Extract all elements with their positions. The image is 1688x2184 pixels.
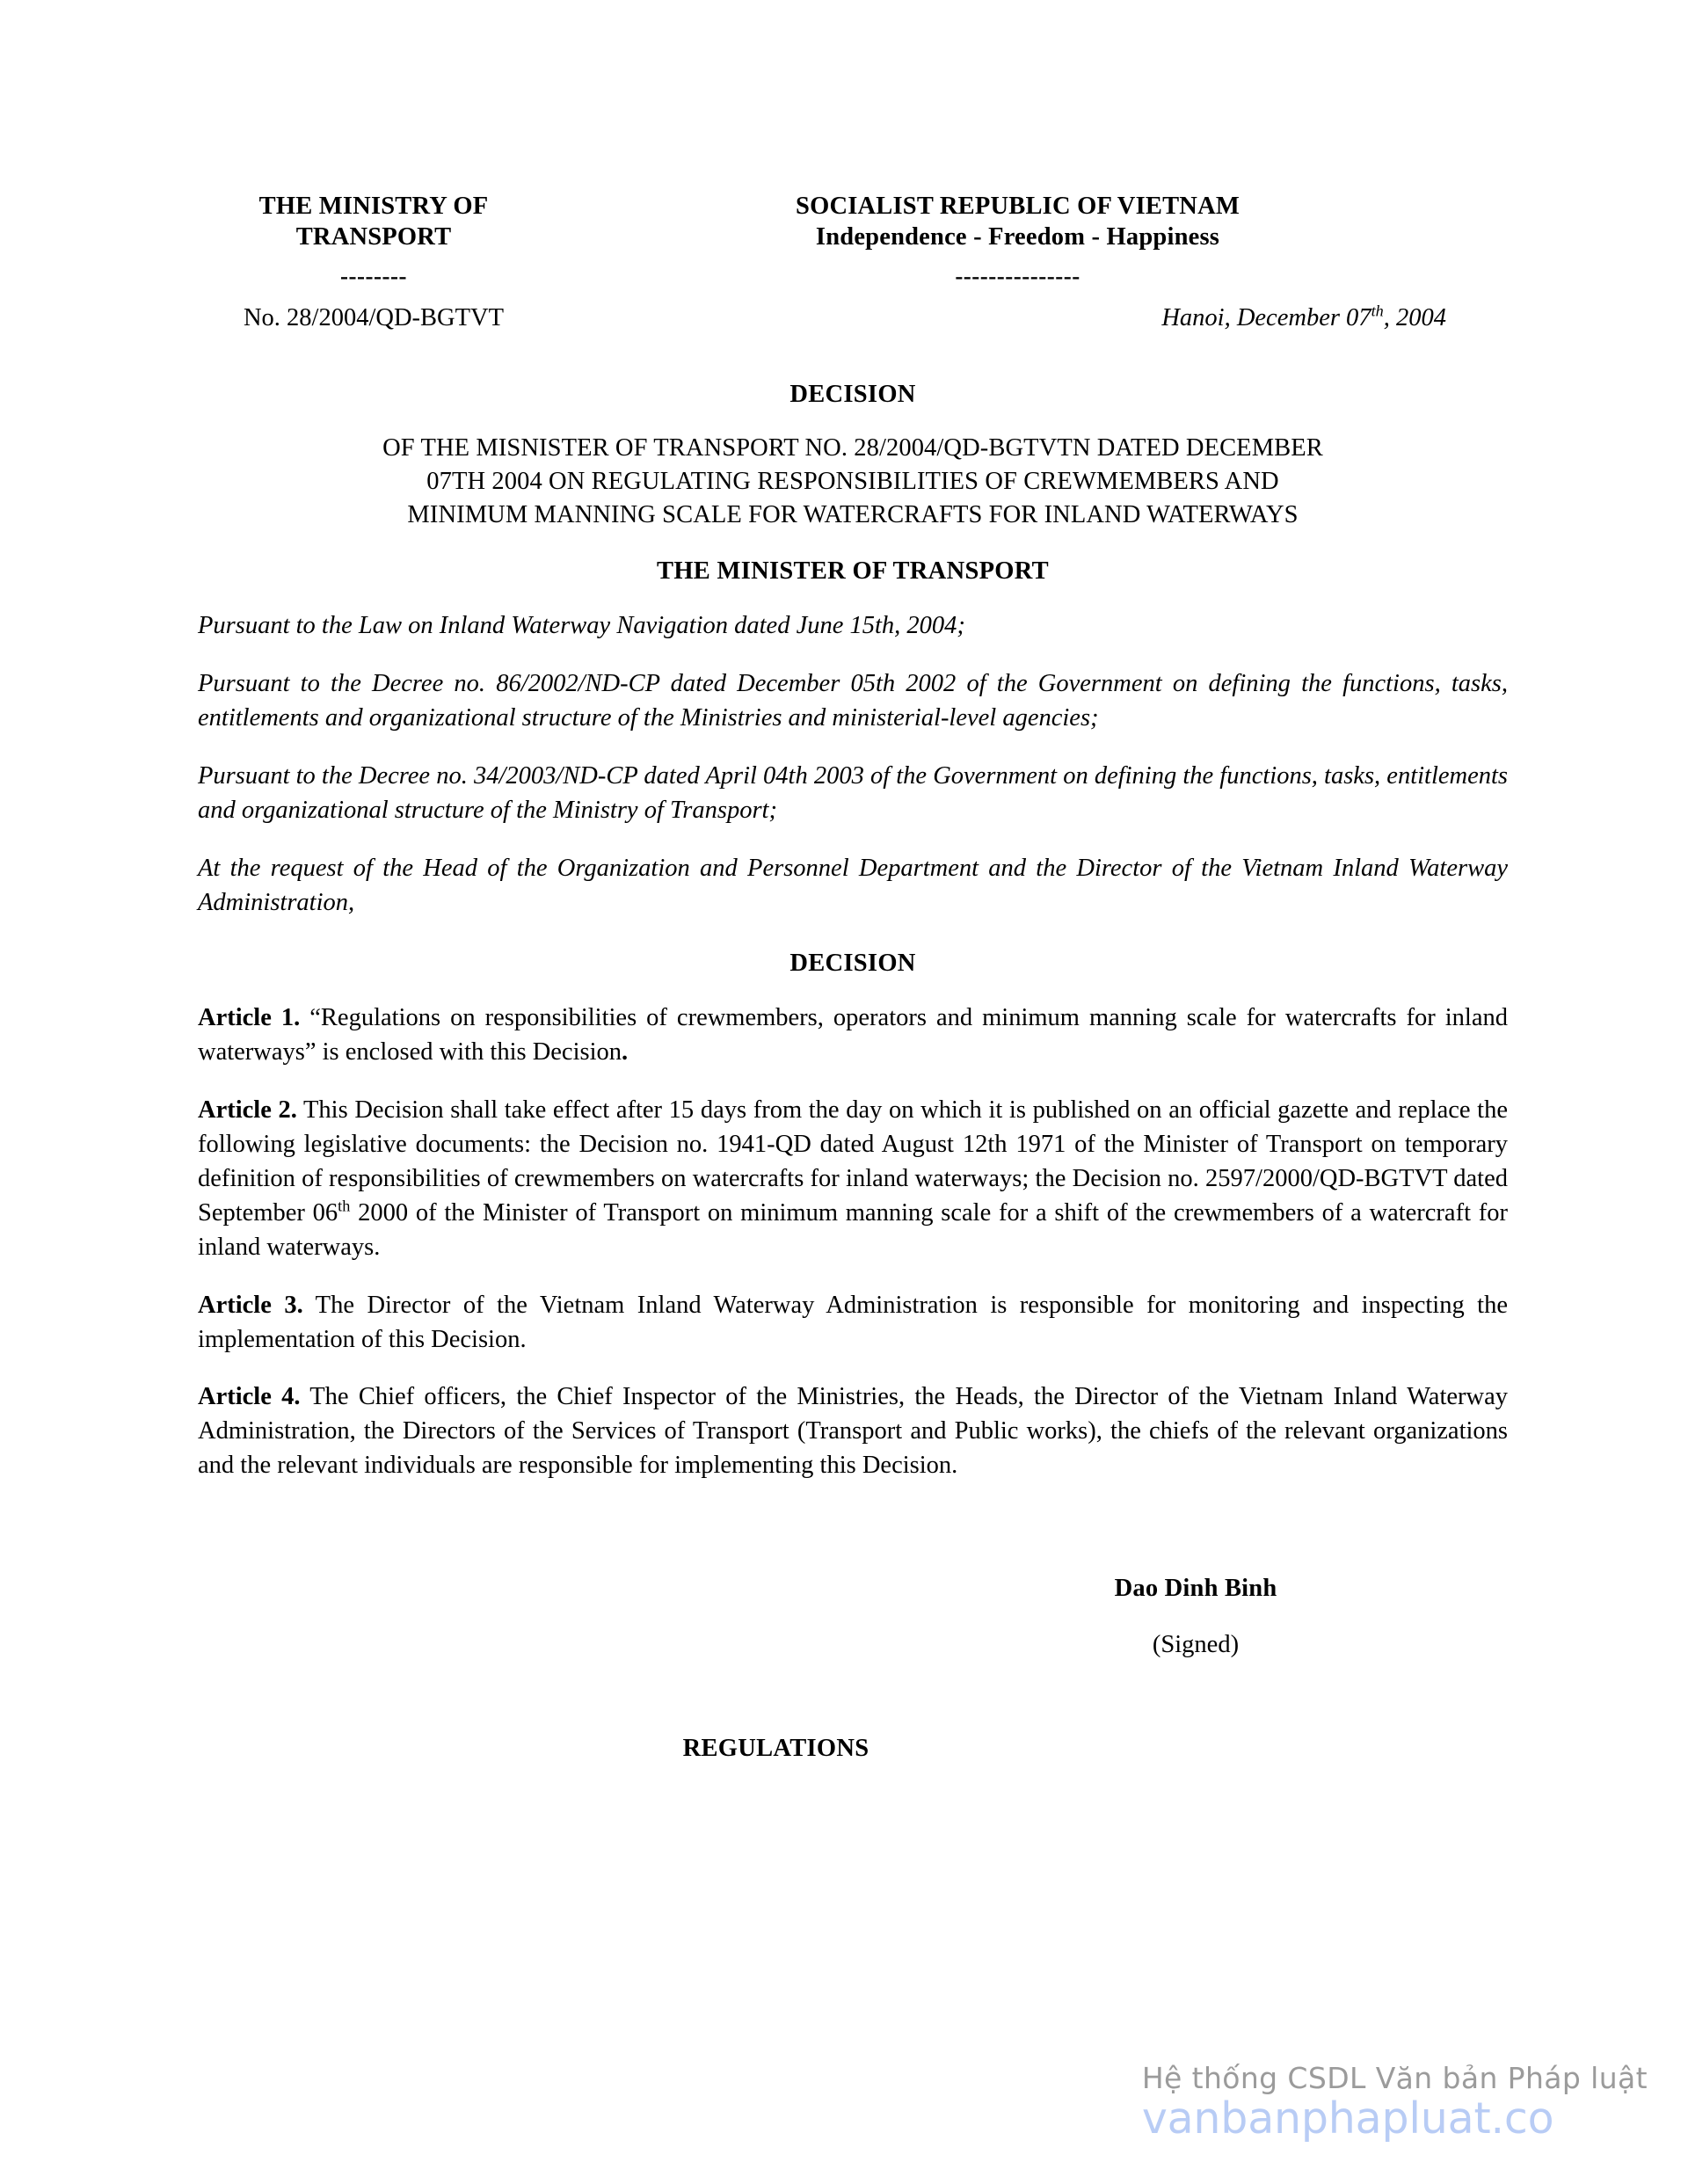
national-separator-dashes: --------------- — [955, 262, 1080, 289]
preamble-paragraph-3: Pursuant to the Decree no. 34/2003/ND-CP dated April 04th 2003 of the Government on defining the functions, tasks, entitlements and organizational structure of the Ministry of Transport; — [198, 761, 1509, 824]
document-title-line1: OF THE MISNISTER OF TRANSPORT NO. 28/2004/QD-BGTVTN DATED DECEMBER — [382, 434, 1323, 462]
place-and-date — [567, 303, 1468, 333]
article-2-paragraph — [198, 1094, 1508, 1264]
signatory-name: Dao Dinh Binh — [1114, 1575, 1277, 1603]
document-body — [0, 381, 1688, 1763]
signature-status: (Signed) — [1152, 1631, 1240, 1659]
ministry-name-line2: TRANSPORT — [295, 222, 452, 251]
regulations-heading-wrap — [198, 1735, 1508, 1763]
heading-the-minister-of-transport: THE MINISTER OF TRANSPORT — [657, 557, 1049, 586]
article-2-label: Article 2. — [198, 1096, 297, 1125]
national-motto: Independence - Freedom - Happiness — [815, 222, 1220, 251]
article-2-ordinal-suffix: th — [338, 1197, 351, 1215]
article-1-label: Article 1. — [198, 1004, 301, 1032]
article-1-text-tail: . — [622, 1038, 629, 1067]
article-1-text: “Regulations on responsibilities of crewmembers, operators and minimum manning scale for watercrafts for inland waterways” is enclosed with this Decision — [198, 1004, 1508, 1067]
heading-regulations: REGULATIONS — [682, 1735, 869, 1763]
preamble-paragraph-4: At the request of the Head of the Organization and Personnel Department and the Director of the Vietnam Inland Waterway Administration, — [198, 854, 1508, 916]
place-date-prefix: Hanoi, December 07 — [1161, 304, 1372, 332]
article-3-paragraph — [198, 1289, 1508, 1358]
article-1-paragraph — [198, 1001, 1508, 1070]
heading-decision-top: DECISION — [789, 381, 916, 409]
ministry-name-line1: THE MINISTRY OF — [258, 193, 489, 220]
country-name: SOCIALIST REPUBLIC OF VIETNAM — [796, 193, 1240, 220]
article-2-text-part1: This Decision shall take effect after 15 days from the day on which it is published on an official gazette and replace the following legislative documents: the Decision no. 1941-QD dated August 12th 1971 of the Minister of Transport on temporary definition of responsibilities of crewmembers on watercrafts for inland waterways; the Decision no. 2597/2000/QD-BGTVT dated September 06 — [198, 1096, 1508, 1227]
document-title — [198, 432, 1508, 531]
national-heading-block — [549, 192, 1468, 333]
document-title-line2: 07TH 2004 ON REGULATING RESPONSIBILITIES OF CREWMEMBERS AND — [426, 468, 1279, 496]
place-date-year: , 2004 — [1383, 304, 1446, 332]
article-4-paragraph — [198, 1380, 1508, 1483]
site-watermark — [1142, 2063, 1648, 2142]
signature-block — [198, 1575, 1508, 1659]
article-2-text-part2: 2000 of the Minister of Transport on minimum manning scale for a shift of the crewmembers of a watercraft for inland waterways. — [198, 1198, 1508, 1261]
preamble-paragraph-2: Pursuant to the Decree no. 86/2002/ND-CP dated December 05th 2002 of the Government on defining the functions, tasks, entitlements and organizational structure of the Ministries and ministerial-level agencies; — [198, 670, 1508, 732]
issuing-authority-block — [198, 192, 549, 333]
article-3-label: Article 3. — [198, 1291, 303, 1319]
heading-decision-body: DECISION — [789, 950, 916, 978]
document-header — [0, 0, 1688, 333]
watermark-tagline: Hệ thống CSDL Văn bản Pháp luật — [1141, 2061, 1648, 2096]
article-4-text: The Chief officers, the Chief Inspector of the Ministries, the Heads, the Director of the Vietnam Inland Waterway Administration, the Directors of the Services of Transport (Transport and Public works), the chiefs of the relevant organizations and the relevant individuals are responsible for implementing this Decision. — [198, 1383, 1508, 1480]
watermark-domain: vanbanphapluat.co — [1141, 2093, 1554, 2144]
document-title-line3: MINIMUM MANNING SCALE FOR WATERCRAFTS FOR INLAND WATERWAYS — [407, 500, 1299, 528]
document-number: No. 28/2004/QD-BGTVT — [243, 304, 505, 332]
article-3-text: The Director of the Vietnam Inland Waterway Administration is responsible for monitoring and inspecting the implementation of this Decision. — [198, 1291, 1509, 1353]
ministry-separator-dashes: -------- — [340, 262, 407, 289]
preamble-paragraph-1: Pursuant to the Law on Inland Waterway Navigation dated June 15th, 2004; — [198, 612, 965, 640]
article-4-label: Article 4. — [198, 1383, 301, 1411]
place-date-ordinal-suffix: th — [1371, 302, 1384, 320]
